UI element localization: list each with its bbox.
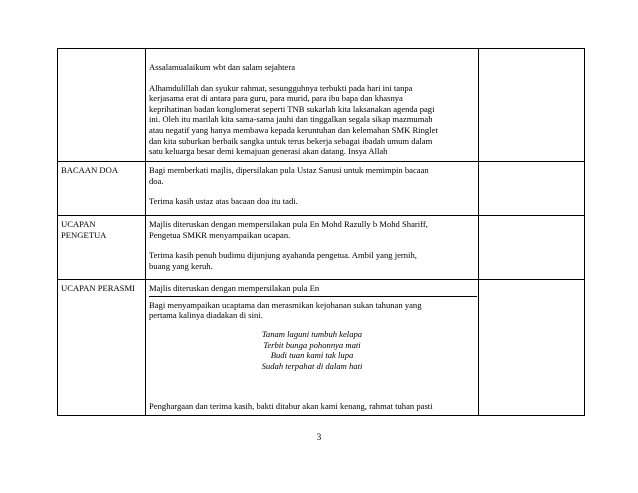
text-line: pertama kalinya diadakan di sini. <box>149 310 263 321</box>
text-line: atau negatif yang hanya membawa kepada keruntuhan dan kelemahan SMK Ringlet <box>149 124 438 135</box>
notes-cell <box>479 49 585 162</box>
table-row <box>58 216 585 280</box>
row-label-cell <box>58 49 146 162</box>
text-line: doa. <box>149 175 164 186</box>
row-label: UCAPAN PENGETUA <box>61 219 107 240</box>
text-line: keprihatinan badan konglomerat seperti TNB sukarlah kita laksanakan agenda pagi <box>149 103 435 114</box>
pantun-line: Sudah terpahat di dalam hati <box>261 361 363 372</box>
text-line: Alhamdulillah dan syukur rahmat, sesungguhnya terbukti pada hari ini tanpa <box>149 82 413 93</box>
row-label: UCAPAN PERASMI <box>61 283 135 293</box>
row-label: BACAAN DOA <box>61 165 119 175</box>
text-line: dan kita suburkan berbaik sangka untuk terus bekerja sebagai ibadah umum dalam <box>149 135 433 146</box>
page-number: 3 <box>316 432 322 442</box>
row-content-cell <box>146 216 479 280</box>
text-line: kerjasama erat di antara para guru, para murid, para ibu bapa dan khasnya <box>149 93 403 104</box>
notes-cell <box>479 280 585 416</box>
pantun-line: Budi tuan kami tak lupa <box>270 350 354 361</box>
table-row <box>58 162 585 216</box>
script-table <box>57 48 585 416</box>
fill-in-blank-line <box>149 296 477 297</box>
text-line: Majlis diteruskan dengan mempersilakan pula En <box>149 283 320 293</box>
text-line: satu keluarga besar demi kemajuan generasi akan datang. Insya Allah <box>149 146 388 157</box>
text-line: Terima kasih ustaz atas bacaan doa itu tadi. <box>149 196 298 207</box>
row-label-cell <box>58 162 146 216</box>
pantun-line: Tanam laguni tumbuh kelapa <box>261 328 363 339</box>
text-line: Pengetua SMKR menyampaikan ucapan. <box>149 229 291 240</box>
pantun-verse <box>149 329 475 372</box>
row-label-cell <box>58 216 146 280</box>
text-line: Bagi memberkati majlis, dipersilakan pula Ustaz Sanusi untuk memimpin bacaan <box>149 165 429 175</box>
text-line: ini. Oleh itu marilah kita sama-sama jauhi dan tinggalkan segala sikap mazmumah <box>149 114 433 125</box>
table-row <box>58 49 585 162</box>
row-content-cell <box>146 162 479 216</box>
text-line: Penghargaan dan terima kasih, bakti ditabur akan kami kenang, rahmat tuhan pasti <box>149 400 433 411</box>
row-content-cell <box>146 49 479 162</box>
text-line: Assalamualaikum wbt dan salam sejahtera <box>149 62 296 72</box>
text-line: Terima kasih penuh budimu dijunjung ayahanda pengetua. Ambil yang jernih, <box>149 250 417 261</box>
text-line: buang yang keruh. <box>149 260 213 271</box>
row-content-cell <box>146 280 479 416</box>
text-line: Bagi menyampaikan ucaptama dan merasmikan kejohanan sukan tahunan yang <box>149 299 422 310</box>
notes-cell <box>479 162 585 216</box>
table-row <box>58 280 585 416</box>
pantun-line: Terbit bunga pohonnya mati <box>263 339 361 350</box>
row-label-cell <box>58 280 146 416</box>
text-line: Majlis diteruskan dengan mempersilakan pula En Mohd Razully b Mohd Shariff, <box>149 219 428 229</box>
notes-cell <box>479 216 585 280</box>
